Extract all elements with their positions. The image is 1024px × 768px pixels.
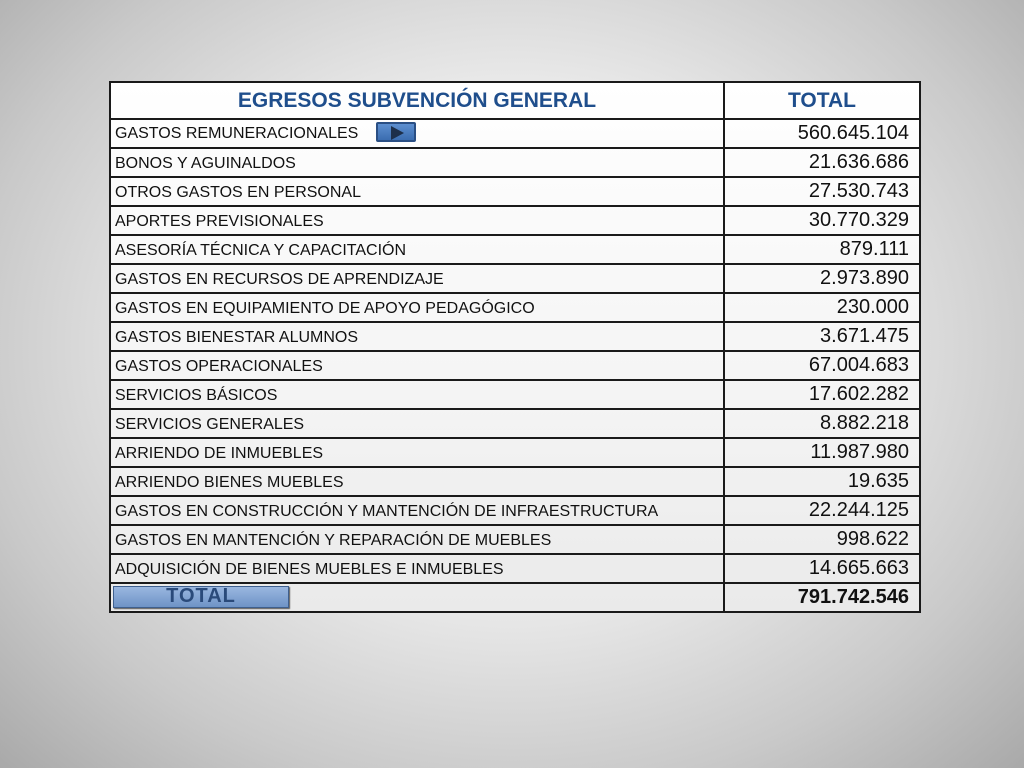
row-value: 21.636.686	[724, 148, 920, 177]
row-value: 19.635	[724, 467, 920, 496]
table-row	[110, 264, 920, 293]
header-total: TOTAL	[724, 82, 920, 119]
row-value: 17.602.282	[724, 380, 920, 409]
row-label: OTROS GASTOS EN PERSONAL	[110, 177, 724, 206]
row-value: 879.111	[724, 235, 920, 264]
row-value: 560.645.104	[724, 119, 920, 148]
row-label: BONOS Y AGUINALDOS	[110, 148, 724, 177]
row-value: 67.004.683	[724, 351, 920, 380]
table-row	[110, 438, 920, 467]
total-row	[110, 583, 920, 612]
table-row	[110, 409, 920, 438]
row-label: GASTOS BIENESTAR ALUMNOS	[110, 322, 724, 351]
row-value: 22.244.125	[724, 496, 920, 525]
expenses-table-container	[109, 81, 919, 613]
table-row	[110, 467, 920, 496]
table-row	[110, 496, 920, 525]
row-value: 3.671.475	[724, 322, 920, 351]
row-label: GASTOS REMUNERACIONALES	[115, 125, 359, 143]
row-label: APORTES PREVISIONALES	[110, 206, 724, 235]
row-label: GASTOS EN RECURSOS DE APRENDIZAJE	[110, 264, 724, 293]
expenses-table	[109, 81, 921, 613]
play-button[interactable]	[376, 122, 416, 142]
table-row	[110, 235, 920, 264]
row-label: SERVICIOS GENERALES	[110, 409, 724, 438]
row-value: 2.973.890	[724, 264, 920, 293]
table-row	[110, 554, 920, 583]
table-header-row	[110, 82, 920, 119]
table-row	[110, 177, 920, 206]
table-row	[110, 206, 920, 235]
row-label: ASESORÍA TÉCNICA Y CAPACITACIÓN	[110, 235, 724, 264]
table-body	[110, 119, 920, 612]
table-row	[110, 293, 920, 322]
total-value: 791.742.546	[724, 583, 920, 612]
row-value: 998.622	[724, 525, 920, 554]
row-label: GASTOS EN CONSTRUCCIÓN Y MANTENCIÓN DE INFRAESTRUCTURA	[110, 496, 724, 525]
row-value: 27.530.743	[724, 177, 920, 206]
table-row	[110, 148, 920, 177]
row-label: GASTOS OPERACIONALES	[110, 351, 724, 380]
row-value: 8.882.218	[724, 409, 920, 438]
row-label: ARRIENDO DE INMUEBLES	[110, 438, 724, 467]
row-value: 30.770.329	[724, 206, 920, 235]
header-title: EGRESOS SUBVENCIÓN GENERAL	[110, 82, 724, 119]
play-icon	[391, 126, 404, 140]
row-label: GASTOS EN EQUIPAMIENTO DE APOYO PEDAGÓGICO	[110, 293, 724, 322]
table-row	[110, 525, 920, 554]
row-label: GASTOS EN MANTENCIÓN Y REPARACIÓN DE MUEBLES	[110, 525, 724, 554]
row-label: ADQUISICIÓN DE BIENES MUEBLES E INMUEBLES	[110, 554, 724, 583]
total-label-cell	[110, 583, 724, 612]
row-label: ARRIENDO BIENES MUEBLES	[110, 467, 724, 496]
table-row	[110, 119, 920, 148]
total-button-label: TOTAL	[166, 584, 236, 607]
total-button[interactable]	[113, 586, 289, 608]
row-value: 230.000	[724, 293, 920, 322]
row-label-cell	[110, 119, 724, 148]
table-row	[110, 351, 920, 380]
row-value: 11.987.980	[724, 438, 920, 467]
table-row	[110, 380, 920, 409]
table-row	[110, 322, 920, 351]
row-value: 14.665.663	[724, 554, 920, 583]
row-label: SERVICIOS BÁSICOS	[110, 380, 724, 409]
